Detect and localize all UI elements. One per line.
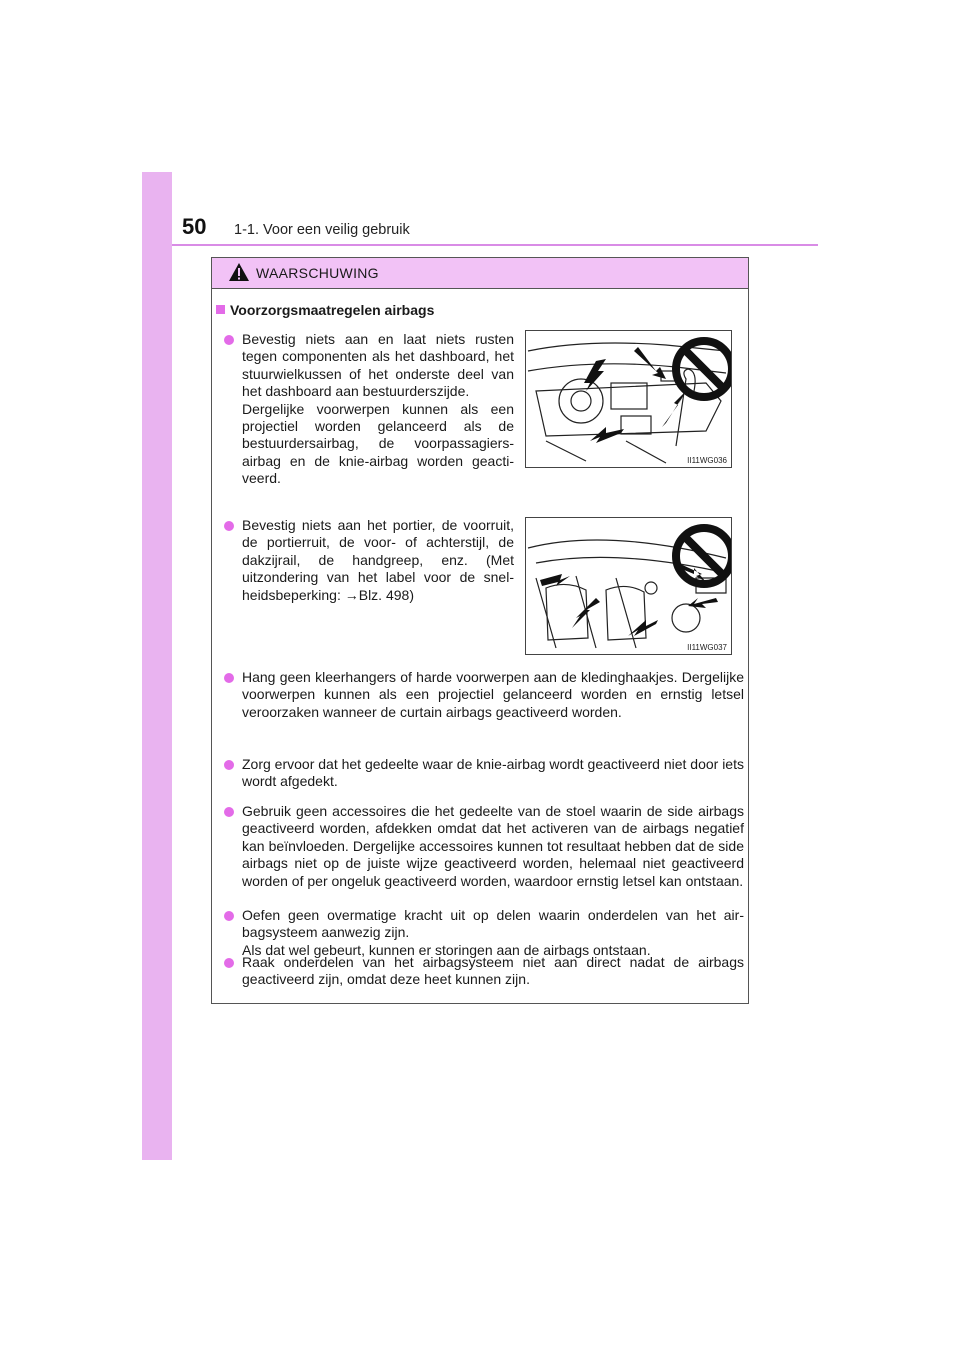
warning-triangle-icon — [228, 262, 250, 282]
figure-code: II11WG037 — [687, 643, 727, 652]
bullet-icon — [224, 958, 234, 968]
item-text: Hang geen kleerhangers of harde voorwerpen aan de kledinghaakjes. Dergelijke voorwerpen kunnen als een projectiel gelanceerd worden en ernstig letsel veroorzaken wanneer de curtain airbags geactiveerd worden. — [242, 669, 744, 720]
item-text: Raak onderdelen van het airbagsysteem niet aan direct nadat de airbags geactiveerd zijn, omdat deze heet kunnen zijn. — [242, 954, 744, 988]
bullet-icon — [224, 911, 234, 921]
warning-box — [211, 257, 749, 1004]
warning-item — [242, 756, 744, 791]
bullet-icon — [224, 521, 234, 531]
warning-item — [242, 954, 744, 989]
section-title: 1-1. Voor een veilig gebruik — [234, 222, 410, 238]
item-text: Bevestig niets aan het portier, de voorruit, de portierruit, de voor- of achterstijl, de dakzijrail, de handgreep, enz. (Met uitzondering van het label voor de snelheidsbeperking: →Blz. 498) — [242, 517, 514, 603]
figure-interior — [525, 517, 732, 655]
figure-dashboard — [525, 330, 732, 468]
warning-item — [242, 331, 514, 488]
page-number: 50 — [182, 214, 207, 239]
dashboard-illustration — [526, 331, 731, 467]
item-text: Zorg ervoor dat het gedeelte waar de knie-airbag wordt geactiveerd niet door iets wordt afgedekt. — [242, 756, 744, 790]
bullet-icon — [224, 335, 234, 345]
warning-item — [242, 669, 744, 721]
warning-item — [242, 517, 514, 604]
item-text: Als dat wel gebeurt, kunnen er storingen aan de airbags ontstaan. — [242, 941, 651, 958]
interior-illustration — [526, 518, 731, 654]
page-side-tab — [142, 172, 172, 1160]
item-text: Dergelijke voorwerpen kunnen als een projectiel worden gelanceerd als de bestuurdersairbag, de voorpassagiersairbag en de knie-airbag worden geactiveerd. — [242, 400, 514, 487]
square-bullet-icon — [216, 305, 225, 314]
bullet-icon — [224, 760, 234, 770]
warning-subheading: Voorzorgsmaatregelen airbags — [216, 302, 434, 318]
item-text: Gebruik geen accessoires die het gedeelte van de stoel waarin de side airbags geactiveerd worden, afdekken omdat dat het activeren van de airbags negatief kan beïnvloeden. Dergelijke accessoires kunnen tot resultaat hebben dat de side airbags niet op de juiste wijze geactiveerd worden, helemaal niet geactiveerd worden of per ongeluk geactiveerd worden, waardoor ernstig letsel kan ontstaan. — [242, 803, 744, 889]
warning-item — [242, 907, 744, 959]
bullet-icon — [224, 807, 234, 817]
item-text: Oefen geen overmatige kracht uit op delen waarin onderdelen van het airbagsysteem aanwezig zijn. — [242, 907, 744, 941]
warning-header — [212, 258, 748, 289]
warning-item — [242, 803, 744, 890]
item-text: Bevestig niets aan en laat niets rusten tegen componenten als het dashboard, het stuurwielkussen of het onderste deel van het dashboard aan bestuurderszijde. — [242, 331, 514, 400]
warning-title: WAARSCHUWING — [256, 265, 379, 281]
figure-code: II11WG036 — [687, 456, 727, 465]
header-rule — [172, 244, 818, 246]
bullet-icon — [224, 673, 234, 683]
